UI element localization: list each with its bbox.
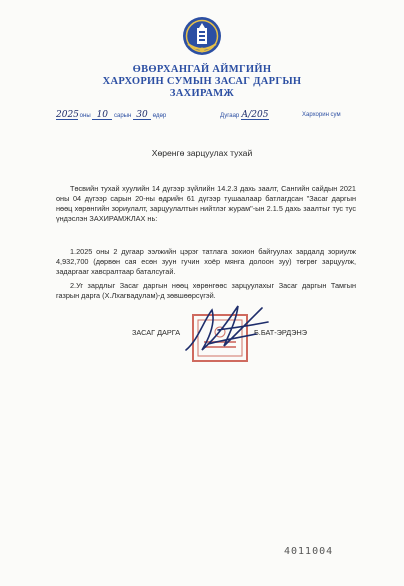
date-field bbox=[56, 111, 166, 120]
number-field bbox=[220, 111, 269, 120]
month-value: 10 bbox=[92, 111, 112, 120]
item-1-paragraph: 1.2025 оны 2 дугаар ээлжийн цэрэг татлага зохион байгуулах зардалд зориулж 4,932,700 (дөрвөн сая есөн зуун гучин хоёр мянга долоон зуу) төгрөг зарцуулж, задаргааг хавсралтаар баталсугай. bbox=[56, 247, 356, 276]
signatory-name: Б.БАТ-ЭРДЭНЭ bbox=[254, 328, 307, 337]
item-2-paragraph: 2.Уг зардлыг Засаг даргын нөөц хөрөнгөөс зарцуулахыг Засаг даргын Тамгын газрын дарга (Х.Лхагвадулам)-д зөвшөөрсүгэй. bbox=[56, 281, 356, 300]
handwritten-signature-icon bbox=[178, 300, 274, 360]
org-name-line1: ӨВӨРХАНГАЙ АЙМГИЙН bbox=[132, 64, 272, 75]
preamble-paragraph: Төсвийн тухай хуулийн 14 дүгээр зүйлийн 14.2.3 дахь заалт, Сангийн сайдын 2021 оны 04 дүгээр сарын 20-ны өдрийн 61 дүгээр тушаалаар батлагдсан "Засаг даргын нөөц хөрөнгийн зориулалт, зарцуулалтын нийтлэг журам"-ын 2.1.5 дахь заалтыг тус тус үндэслэн ЗАХИРАМЖЛАХ нь: bbox=[56, 184, 356, 223]
year-suffix: оны bbox=[79, 113, 91, 119]
place-label: Хархорин сум bbox=[302, 112, 341, 118]
document-title: Хөренгө зарцуулах тухай bbox=[151, 148, 253, 158]
signatory-title: ЗАСАГ ДАРГА bbox=[132, 328, 181, 337]
day-value: 30 bbox=[133, 111, 151, 120]
document-serial-number: 4011004 bbox=[284, 546, 334, 557]
org-name-line2: ХАРХОРИН СУМЫН ЗАСАГ ДАРГЫН bbox=[102, 76, 302, 87]
soyombo-emblem-icon bbox=[182, 14, 222, 58]
month-suffix: сарын bbox=[113, 113, 132, 119]
number-label: Дугаар bbox=[220, 113, 240, 119]
day-suffix: өдөр bbox=[152, 113, 167, 119]
year-value: 2025 bbox=[56, 110, 79, 120]
doc-type-heading: ЗАХИРАМЖ bbox=[169, 88, 235, 99]
number-value: А/205 bbox=[241, 110, 269, 120]
